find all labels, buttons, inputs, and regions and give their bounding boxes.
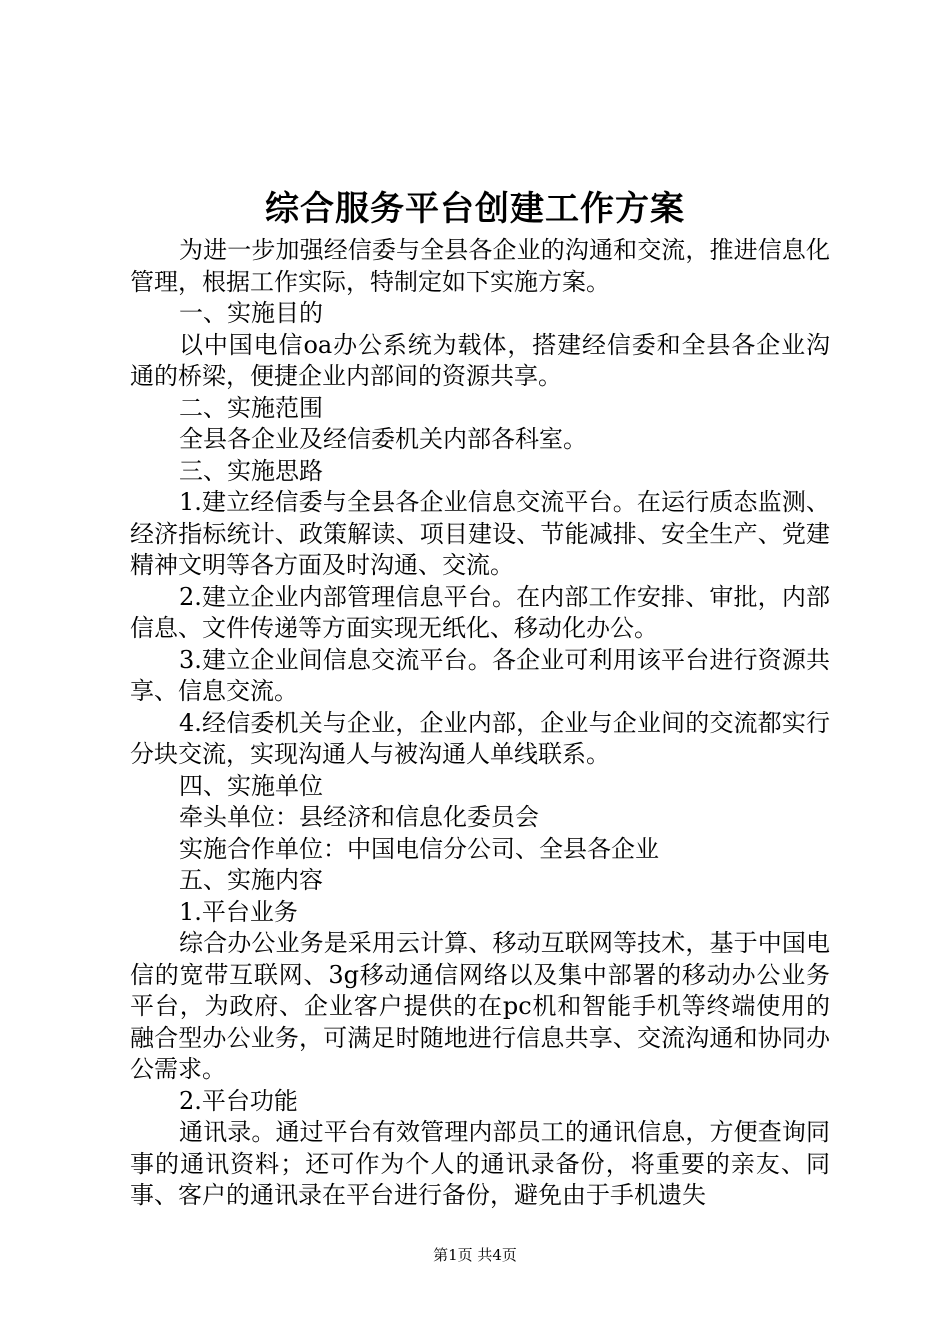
section-heading-content: 五、实施内容 xyxy=(179,866,323,894)
section-heading-units: 四、实施单位 xyxy=(179,771,323,800)
scope-paragraph: 全县各企业及经信委机关内部各科室。 xyxy=(179,425,587,453)
subheading-platform-functions: 2.平台功能 xyxy=(179,1086,298,1115)
subheading-platform-business: 1.平台业务 xyxy=(179,897,298,926)
partner-units: 实施合作单位：中国电信分公司、全县各企业 xyxy=(179,834,659,863)
approach-item-1: 1.建立经信委与全县各企业信息交流平台。在运行质态监测、经济指标统计、政策解读、项目建设、节能减排、安全生产、党建精神文明等各方面及时沟通、交流。 xyxy=(130,488,830,579)
platform-business-paragraph: 综合办公业务是采用云计算、移动互联网等技术，基于中国电信的宽带互联网、3g移动通信网络以及集中部署的移动办公业务平台，为政府、企业客户提供的在pc机和智能手机等终端使用的融合型办公业务，可满足时随地进行信息共享、交流沟通和协同办公需求。 xyxy=(130,929,830,1083)
section-heading-purpose: 一、实施目的 xyxy=(179,299,323,327)
page-footer: 第1页 共4页 xyxy=(433,1246,517,1264)
document-title: 综合服务平台创建工作方案 xyxy=(265,189,685,229)
section-heading-approach: 三、实施思路 xyxy=(179,456,323,485)
section-heading-scope: 二、实施范围 xyxy=(179,393,323,422)
purpose-paragraph: 以中国电信oa办公系统为载体，搭建经信委和全县各企业沟通的桥梁，便捷企业内部间的资源共享。 xyxy=(130,330,830,390)
approach-item-4: 4.经信委机关与企业，企业内部，企业与企业间的交流都实行分块交流，实现沟通人与被沟通人单线联系。 xyxy=(130,708,830,768)
intro-paragraph: 为进一步加强经信委与全县各企业的沟通和交流，推进信息化管理，根据工作实际，特制定如下实施方案。 xyxy=(130,236,830,296)
contacts-paragraph: 通讯录。通过平台有效管理内部员工的通讯信息，方便查询同事的通讯资料；还可作为个人的通讯录备份，将重要的亲友、同事、客户的通讯录在平台进行备份，避免由于手机遗失 xyxy=(130,1118,830,1209)
approach-item-3: 3.建立企业间信息交流平台。各企业可利用该平台进行资源共享、信息交流。 xyxy=(130,645,830,705)
lead-unit: 牵头单位：县经济和信息化委员会 xyxy=(179,803,539,831)
approach-item-2: 2.建立企业内部管理信息平台。在内部工作安排、审批，内部信息、文件传递等方面实现无纸化、移动化办公。 xyxy=(130,582,830,642)
document-body xyxy=(130,235,830,1212)
